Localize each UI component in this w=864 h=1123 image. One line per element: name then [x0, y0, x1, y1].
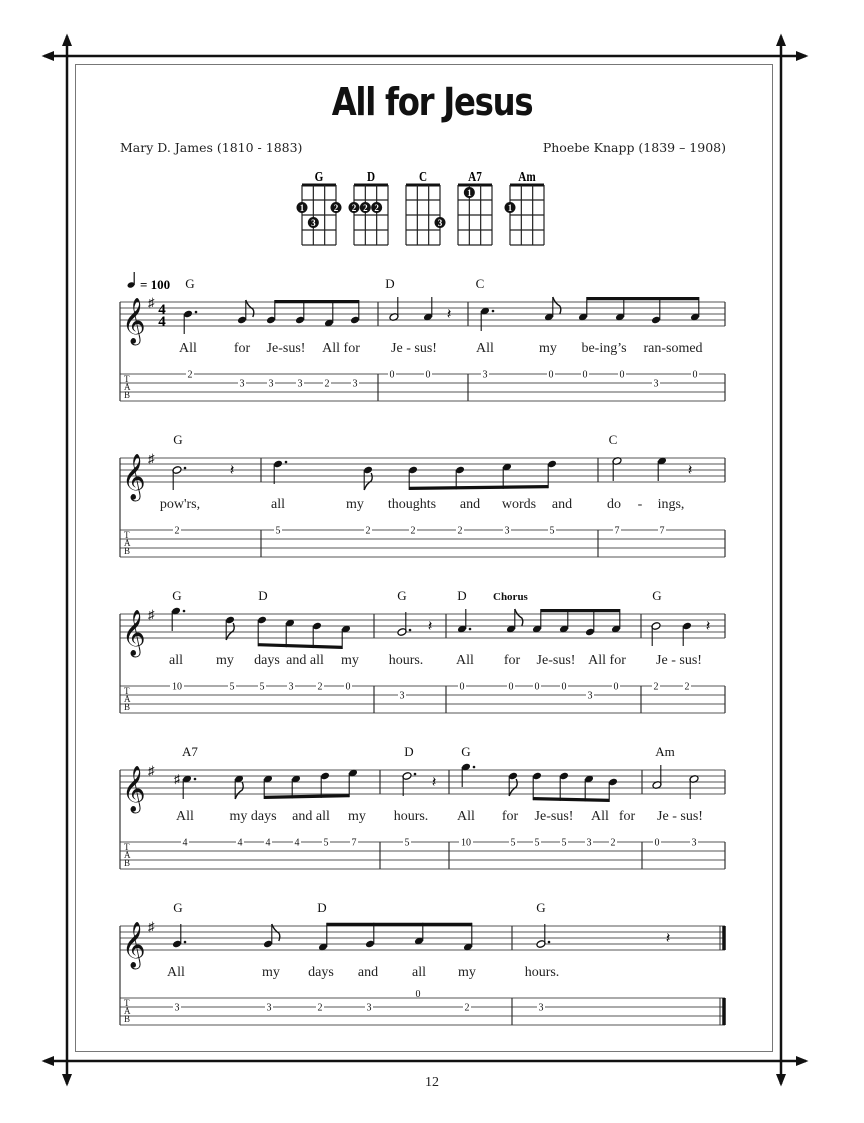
svg-text:2: 2: [351, 203, 357, 213]
tab-clef-letter: B: [124, 546, 131, 556]
chord-symbol: G: [652, 588, 662, 603]
augmentation-dot: [184, 467, 187, 470]
svg-text:3: 3: [311, 218, 316, 228]
chord-symbol: C: [608, 432, 618, 447]
lyric-syllable: and: [551, 497, 573, 512]
chord-symbol: D: [258, 588, 268, 603]
chord-symbol: G: [397, 588, 407, 603]
lyric-syllable: hours.: [388, 653, 424, 668]
beam: [587, 297, 699, 300]
tab-fret-number: 5: [259, 681, 265, 693]
tab-fret-number: 10: [461, 837, 471, 849]
tab-fret-number: 0: [389, 369, 395, 381]
treble-clef-icon: 𝄞: [122, 766, 146, 811]
quarter-rest-icon: 𝄽: [427, 619, 433, 635]
tab-fret-number: 5: [404, 837, 410, 849]
lyric-syllable: be-ing’s: [581, 341, 627, 356]
lyric-syllable: all: [412, 965, 426, 980]
quarter-rest-icon: 𝄽: [705, 619, 711, 635]
tab-fret-number: 2: [187, 369, 193, 381]
augmentation-dot: [183, 610, 186, 613]
lyric-syllable: Je - sus!: [391, 341, 437, 356]
tab-fret-number: 3: [538, 1002, 544, 1014]
lyric-syllable: All for: [322, 341, 360, 356]
svg-text:2: 2: [333, 203, 339, 213]
augmentation-dot: [194, 778, 197, 781]
chord-symbol: G: [536, 900, 546, 915]
tab-fret-number: 5: [534, 837, 540, 849]
tab-clef-letter: A: [124, 382, 131, 392]
tab-clef-letter: B: [124, 390, 131, 400]
tab-fret-number: 0: [561, 681, 567, 693]
tab-fret-number: 7: [351, 837, 357, 849]
lyric-syllable: Je-sus!: [536, 653, 576, 668]
lyric-syllable: for: [618, 809, 636, 824]
tab-fret-number: 2: [410, 525, 416, 537]
lyric-syllable: ran-somed: [643, 341, 703, 356]
time-signature-bottom: 4: [158, 314, 166, 330]
chord-symbol: D: [317, 900, 327, 915]
svg-text:3: 3: [437, 218, 443, 228]
lyric-syllable: All: [179, 341, 197, 356]
tab-fret-number: 4: [294, 837, 300, 849]
chord-symbol: C: [475, 276, 485, 291]
svg-text:1: 1: [507, 203, 513, 213]
svg-text:2: 2: [374, 203, 379, 213]
tab-fret-number: 2: [684, 681, 690, 693]
tab-fret-number: 5: [275, 525, 281, 537]
tab-clef-letter: A: [124, 1006, 131, 1016]
lyric-syllable: -: [637, 497, 643, 512]
tab-fret-number: 2: [324, 378, 330, 390]
lyric-syllable: and all: [286, 653, 324, 668]
lyric-syllable: hours.: [393, 809, 429, 824]
tab-fret-number: 0: [619, 369, 625, 381]
tab-fret-number: 0: [613, 681, 619, 693]
tab-fret-number: 3: [399, 690, 405, 702]
augmentation-dot: [184, 941, 187, 944]
lyric-syllable: pow'rs,: [159, 497, 201, 512]
tab-fret-number: 3: [653, 378, 659, 390]
chord-name: Am: [518, 168, 536, 185]
svg-text:2: 2: [363, 203, 368, 213]
lyric-syllable: Je-sus!: [534, 809, 574, 824]
lyric-syllable: do: [607, 497, 621, 512]
lyric-syllable: days: [254, 653, 280, 668]
tab-fret-number: 2: [317, 1002, 323, 1014]
lyric-syllable: and all: [292, 809, 330, 824]
lyric-syllable: All: [456, 653, 474, 668]
composer-credit: Phoebe Knapp (1839 – 1908): [542, 140, 726, 155]
chord-symbol: G: [173, 900, 183, 915]
tab-fret-number: 5: [549, 525, 555, 537]
lyric-syllable: hours.: [524, 965, 560, 980]
lyric-syllable: all: [169, 653, 183, 668]
lyric-syllable: Je-sus!: [266, 341, 306, 356]
system-3: [120, 588, 725, 713]
tab-clef-letter: T: [124, 686, 130, 696]
tab-fret-number: 2: [457, 525, 463, 537]
chord-name: C: [418, 168, 428, 185]
lyric-syllable: and: [357, 965, 379, 980]
chord-name: A7: [468, 168, 482, 185]
tab-fret-number: 5: [323, 837, 329, 849]
beam: [533, 797, 609, 802]
key-signature-sharp: ♯: [148, 919, 155, 934]
augmentation-dot: [409, 629, 412, 632]
tab-fret-number: 10: [172, 681, 182, 693]
tab-fret-number: 4: [182, 837, 188, 849]
tab-fret-number: 3: [587, 690, 593, 702]
chord-symbol: D: [385, 276, 395, 291]
lyric-syllable: All: [176, 809, 194, 824]
lyric-syllable: all: [271, 497, 285, 512]
tab-fret-number: 0: [508, 681, 514, 693]
tab-clef-letter: B: [124, 858, 131, 868]
tab-fret-number: 2: [610, 837, 616, 849]
tab-fret-number: 3: [586, 837, 592, 849]
augmentation-dot: [469, 628, 472, 631]
tab-fret-number: 3: [268, 378, 274, 390]
tab-fret-number: 4: [237, 837, 243, 849]
tab-fret-number: 3: [691, 837, 697, 849]
tab-fret-number: 2: [464, 1002, 470, 1014]
lyric-syllable: and: [459, 497, 481, 512]
lyric-syllable: All for: [588, 653, 626, 668]
augmentation-dot: [473, 766, 476, 769]
system-2: [120, 432, 725, 557]
sharp-accidental: ♯: [174, 772, 180, 786]
tab-fret-number: 5: [510, 837, 516, 849]
beam: [541, 609, 620, 612]
tab-fret-number: 0: [654, 837, 660, 849]
lyric-syllable: thoughts: [387, 497, 437, 512]
lyric-syllable: All: [591, 809, 609, 824]
lyric-syllable: my: [539, 341, 557, 356]
beam: [258, 643, 342, 649]
system-1: [120, 272, 725, 401]
tab-clef-letter: B: [124, 702, 131, 712]
lyric-syllable: for: [233, 341, 251, 356]
lyric-syllable: my: [262, 965, 280, 980]
tab-clef-letter: A: [124, 694, 131, 704]
lyric-syllable: All: [457, 809, 475, 824]
tab-fret-number: 0: [345, 681, 351, 693]
key-signature-sharp: ♯: [148, 451, 155, 466]
lyric-syllable: for: [501, 809, 519, 824]
chord-symbol: G: [172, 588, 182, 603]
tab-clef-letter: T: [124, 998, 130, 1008]
quarter-rest-icon: 𝄽: [229, 463, 235, 479]
song-title: All for Jesus: [331, 80, 533, 124]
chord-symbol: A7: [182, 744, 198, 759]
beam: [327, 923, 472, 926]
time-signature-top: 4: [158, 302, 166, 318]
augmentation-dot: [195, 311, 198, 314]
lyric-syllable: Je - sus!: [656, 653, 702, 668]
tab-fret-number: 2: [317, 681, 323, 693]
tab-fret-number: 0: [692, 369, 698, 381]
eighth-flag: [515, 609, 523, 626]
tab-clef-letter: A: [124, 538, 131, 548]
quarter-rest-icon: 𝄽: [431, 775, 437, 791]
quarter-rest-icon: 𝄽: [687, 463, 693, 479]
tab-fret-number: 2: [174, 525, 180, 537]
lyric-syllable: my: [458, 965, 476, 980]
tab-fret-number: 3: [288, 681, 294, 693]
augmentation-dot: [548, 941, 551, 944]
svg-text:1: 1: [467, 188, 472, 198]
tab-clef-letter: A: [124, 850, 131, 860]
page-number: 12: [425, 1075, 439, 1090]
tab-fret-number: 0: [459, 681, 465, 693]
lyric-syllable: for: [503, 653, 521, 668]
tab-clef-letter: T: [124, 842, 130, 852]
tab-fret-number: 3: [352, 378, 358, 390]
lyric-syllable: words: [501, 497, 537, 512]
treble-clef-icon: 𝄞: [122, 454, 146, 499]
tab-clef-letter: B: [124, 1014, 131, 1024]
tab-fret-number: 0: [582, 369, 588, 381]
quarter-rest-icon: 𝄽: [665, 931, 671, 947]
lyric-syllable: my: [341, 653, 359, 668]
tempo-mark: = 100: [140, 277, 171, 292]
treble-clef-icon: 𝄞: [122, 922, 146, 967]
chord-symbol: G: [173, 432, 183, 447]
tab-fret-number: 5: [561, 837, 567, 849]
tab-fret-number: 3: [297, 378, 303, 390]
key-signature-sharp: ♯: [148, 295, 155, 310]
chord-name: G: [314, 168, 324, 185]
svg-text:1: 1: [299, 203, 305, 213]
tab-fret-number: 4: [265, 837, 271, 849]
beam: [409, 485, 548, 490]
augmentation-dot: [285, 461, 288, 464]
tab-fret-number: 7: [659, 525, 665, 537]
tab-fret-number: 3: [482, 369, 488, 381]
system-5: [120, 900, 725, 1025]
chord-name: D: [366, 168, 376, 185]
tab-clef-letter: T: [124, 530, 130, 540]
chord-symbol: G: [461, 744, 471, 759]
tab-fret-number: 3: [366, 1002, 372, 1014]
key-signature-sharp: ♯: [148, 763, 155, 778]
tab-fret-number: 0: [534, 681, 540, 693]
chord-symbol: Am: [655, 744, 675, 759]
lyric-syllable: my: [216, 653, 234, 668]
chord-symbol: D: [404, 744, 414, 759]
tab-fret-number: 3: [266, 1002, 272, 1014]
tab-fret-number: 3: [174, 1002, 180, 1014]
treble-clef-icon: 𝄞: [122, 610, 146, 655]
treble-clef-icon: 𝄞: [122, 298, 146, 343]
tab-fret-number: 0: [425, 369, 431, 381]
lyric-syllable: days: [308, 965, 334, 980]
beam: [275, 300, 359, 303]
tab-fret-number: 2: [365, 525, 371, 537]
quarter-rest-icon: 𝄽: [446, 307, 452, 323]
lyric-syllable: my: [346, 497, 364, 512]
tab-fret-number: 5: [229, 681, 235, 693]
chord-symbol: D: [457, 588, 467, 603]
augmentation-dot: [414, 773, 417, 776]
eighth-flag: [553, 297, 561, 314]
lyric-syllable: ings,: [657, 497, 685, 512]
tab-fret-number: 0: [415, 989, 421, 1000]
lyricist-credit: Mary D. James (1810 - 1883): [120, 140, 303, 155]
tab-fret-number: 3: [239, 378, 245, 390]
eighth-flag: [235, 782, 243, 799]
lyric-syllable: my: [348, 809, 366, 824]
lyric-syllable: Je - sus!: [657, 809, 703, 824]
system-4: [120, 744, 725, 869]
chord-symbol: G: [185, 276, 195, 291]
beam: [264, 794, 349, 799]
lyric-syllable: my days: [229, 809, 277, 824]
tab-fret-number: 7: [614, 525, 620, 537]
tab-clef-letter: T: [124, 374, 130, 384]
lyric-syllable: All: [476, 341, 494, 356]
section-label: Chorus: [493, 591, 528, 603]
tab-fret-number: 2: [653, 681, 659, 693]
lyric-syllable: All: [167, 965, 185, 980]
tab-fret-number: 0: [548, 369, 554, 381]
augmentation-dot: [492, 310, 495, 313]
key-signature-sharp: ♯: [148, 607, 155, 622]
tab-fret-number: 3: [504, 525, 510, 537]
